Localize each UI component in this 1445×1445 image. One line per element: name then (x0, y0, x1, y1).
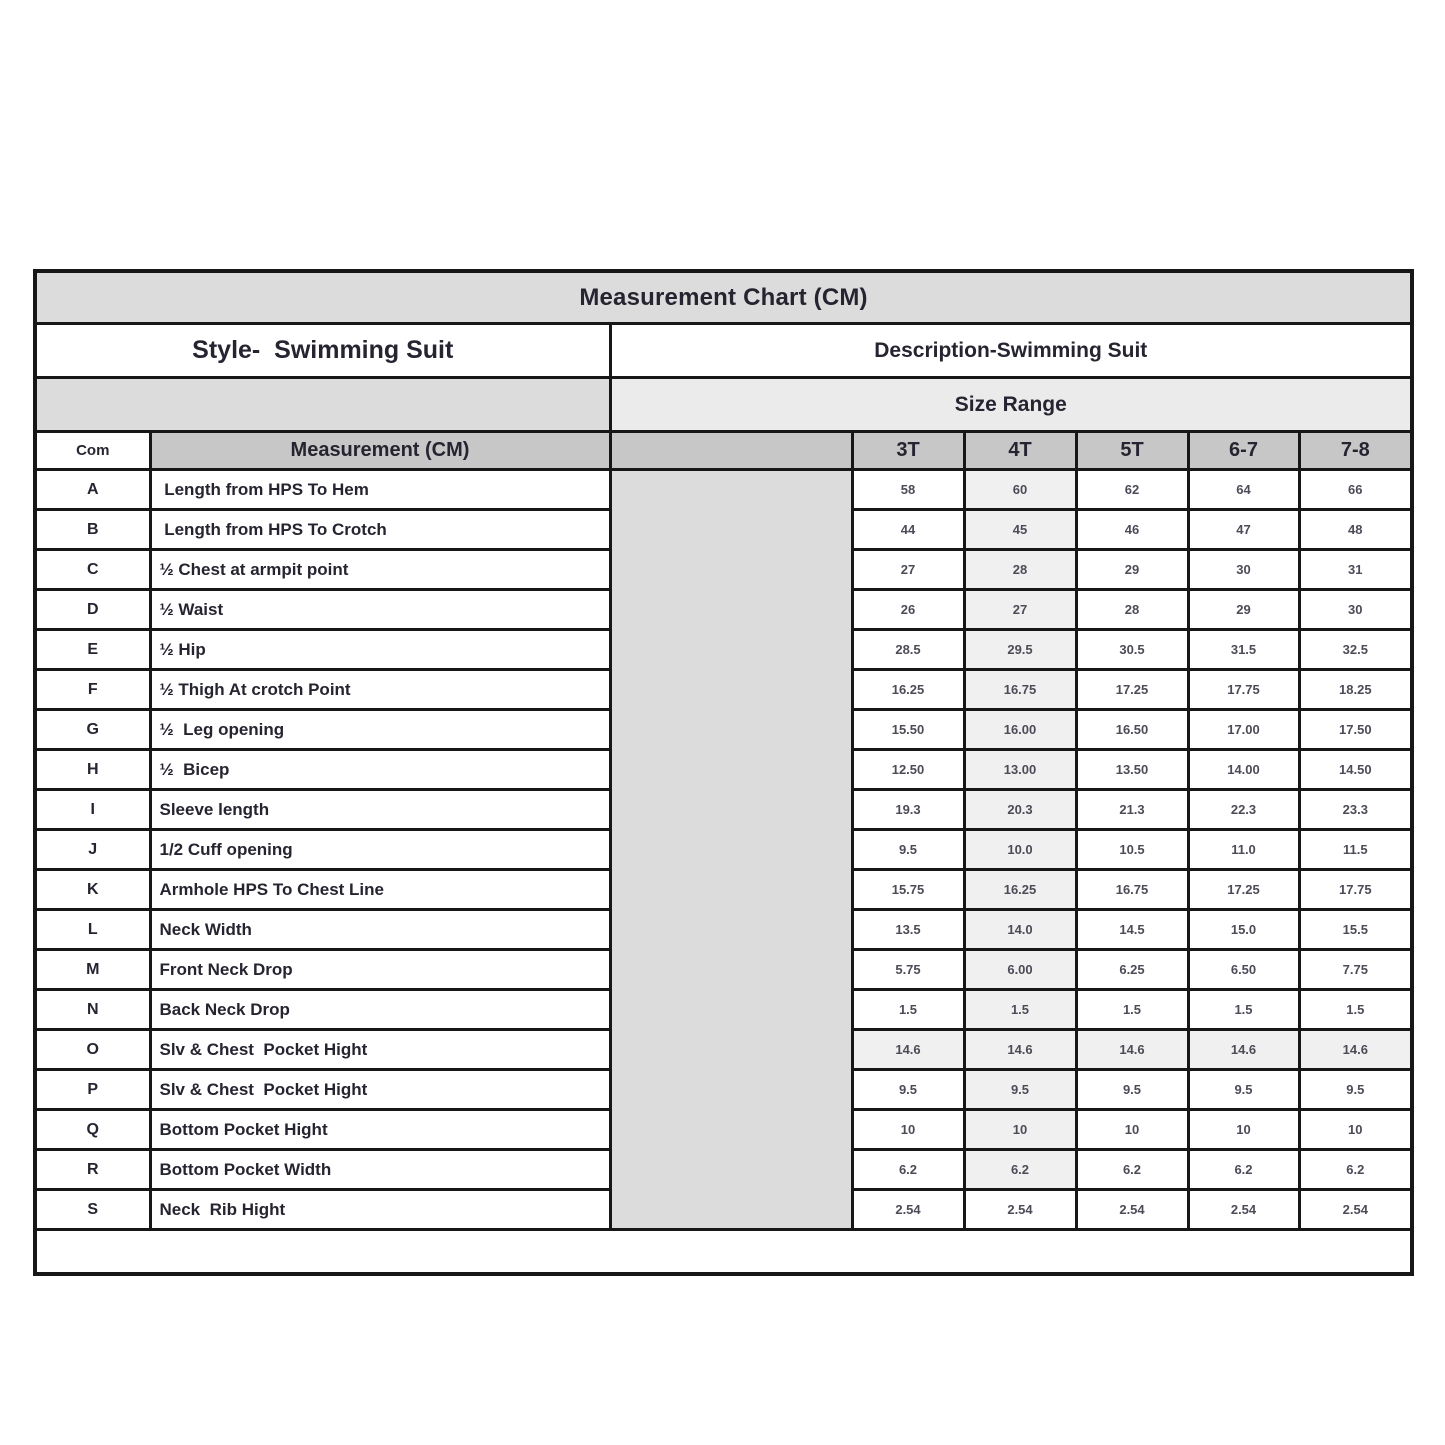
value-cell: 31 (1299, 550, 1412, 590)
value-cell: 14.6 (852, 1030, 964, 1070)
value-cell: 2.54 (852, 1190, 964, 1230)
measurement-label: Neck Width (150, 910, 610, 950)
measurement-label: Front Neck Drop (150, 950, 610, 990)
description-header: Description-Swimming Suit (610, 324, 1412, 378)
value-cell: 48 (1299, 510, 1412, 550)
empty-footer-cell (35, 1230, 1412, 1275)
row-letter: R (35, 1150, 150, 1190)
value-cell: 7.75 (1299, 950, 1412, 990)
value-cell: 14.6 (1076, 1030, 1188, 1070)
value-cell: 15.5 (1299, 910, 1412, 950)
value-cell: 17.00 (1188, 710, 1299, 750)
value-cell: 17.25 (1076, 670, 1188, 710)
value-cell: 14.50 (1299, 750, 1412, 790)
value-cell: 47 (1188, 510, 1299, 550)
value-cell: 66 (1299, 470, 1412, 510)
value-cell: 10 (964, 1110, 1076, 1150)
size-range-label: Size Range (610, 378, 1412, 432)
value-cell: 30 (1188, 550, 1299, 590)
row-letter: P (35, 1070, 150, 1110)
value-cell: 16.25 (964, 870, 1076, 910)
row-letter: M (35, 950, 150, 990)
value-cell: 10 (1299, 1110, 1412, 1150)
size-column-header-5t: 5T (1076, 432, 1188, 470)
value-cell: 2.54 (1299, 1190, 1412, 1230)
column-header-row (35, 432, 1412, 470)
measurement-label: ½ Leg opening (150, 710, 610, 750)
row-letter: L (35, 910, 150, 950)
measurement-label: ½ Waist (150, 590, 610, 630)
value-cell: 12.50 (852, 750, 964, 790)
value-cell: 19.3 (852, 790, 964, 830)
measurement-label: 1/2 Cuff opening (150, 830, 610, 870)
value-cell: 9.5 (852, 830, 964, 870)
footer-row (35, 1230, 1412, 1275)
value-cell: 6.2 (1299, 1150, 1412, 1190)
value-cell: 1.5 (964, 990, 1076, 1030)
value-cell: 9.5 (1188, 1070, 1299, 1110)
row-letter: D (35, 590, 150, 630)
row-letter: F (35, 670, 150, 710)
value-cell: 14.0 (964, 910, 1076, 950)
measurement-label: Back Neck Drop (150, 990, 610, 1030)
value-cell: 11.0 (1188, 830, 1299, 870)
com-column-header: Com (35, 432, 150, 470)
value-cell: 9.5 (1299, 1070, 1412, 1110)
value-cell: 9.5 (852, 1070, 964, 1110)
value-cell: 15.0 (1188, 910, 1299, 950)
value-cell: 30.5 (1076, 630, 1188, 670)
value-cell: 13.50 (1076, 750, 1188, 790)
value-cell: 6.2 (1076, 1150, 1188, 1190)
table-row-a (35, 470, 1412, 510)
size-column-header-7-8: 7-8 (1299, 432, 1412, 470)
measurement-label: ½ Hip (150, 630, 610, 670)
value-cell: 6.50 (1188, 950, 1299, 990)
row-letter: S (35, 1190, 150, 1230)
title-row (35, 271, 1412, 324)
value-cell: 10.0 (964, 830, 1076, 870)
page-title: Measurement Chart (CM) (35, 271, 1412, 324)
value-cell: 44 (852, 510, 964, 550)
row-letter: H (35, 750, 150, 790)
row-letter: Q (35, 1110, 150, 1150)
value-cell: 9.5 (964, 1070, 1076, 1110)
value-cell: 29 (1076, 550, 1188, 590)
value-cell: 1.5 (1299, 990, 1412, 1030)
value-cell: 46 (1076, 510, 1188, 550)
row-letter: C (35, 550, 150, 590)
value-cell: 23.3 (1299, 790, 1412, 830)
size-column-header-3t: 3T (852, 432, 964, 470)
value-cell: 14.5 (1076, 910, 1188, 950)
measurement-label: Sleeve length (150, 790, 610, 830)
row-letter: B (35, 510, 150, 550)
blank-column-header (610, 432, 852, 470)
value-cell: 6.2 (1188, 1150, 1299, 1190)
value-cell: 10 (1076, 1110, 1188, 1150)
measurement-label: ½ Chest at armpit point (150, 550, 610, 590)
value-cell: 1.5 (1188, 990, 1299, 1030)
value-cell: 1.5 (852, 990, 964, 1030)
size-range-row (35, 378, 1412, 432)
value-cell: 14.6 (1188, 1030, 1299, 1070)
value-cell: 14.00 (1188, 750, 1299, 790)
value-cell: 28.5 (852, 630, 964, 670)
value-cell: 15.75 (852, 870, 964, 910)
value-cell: 29.5 (964, 630, 1076, 670)
value-cell: 16.75 (1076, 870, 1188, 910)
measurement-label: Neck Rib Hight (150, 1190, 610, 1230)
size-column-header-4t: 4T (964, 432, 1076, 470)
value-cell: 2.54 (1076, 1190, 1188, 1230)
value-cell: 15.50 (852, 710, 964, 750)
row-letter: G (35, 710, 150, 750)
value-cell: 10.5 (1076, 830, 1188, 870)
value-cell: 14.6 (964, 1030, 1076, 1070)
value-cell: 13.00 (964, 750, 1076, 790)
value-cell: 10 (852, 1110, 964, 1150)
size-column-header-6-7: 6-7 (1188, 432, 1299, 470)
row-letter: I (35, 790, 150, 830)
value-cell: 26 (852, 590, 964, 630)
value-cell: 58 (852, 470, 964, 510)
value-cell: 20.3 (964, 790, 1076, 830)
row-letter: E (35, 630, 150, 670)
measurement-label: ½ Bicep (150, 750, 610, 790)
measurement-chart-table (33, 269, 1414, 1276)
value-cell: 16.50 (1076, 710, 1188, 750)
size-range-spacer (35, 378, 610, 432)
measurement-column-header: Measurement (CM) (150, 432, 610, 470)
row-letter: J (35, 830, 150, 870)
value-cell: 11.5 (1299, 830, 1412, 870)
value-cell: 31.5 (1188, 630, 1299, 670)
measurement-label: Armhole HPS To Chest Line (150, 870, 610, 910)
value-cell: 6.2 (852, 1150, 964, 1190)
measurement-label: Slv & Chest Pocket Hight (150, 1030, 610, 1070)
value-cell: 16.00 (964, 710, 1076, 750)
measurement-label: ½ Thigh At crotch Point (150, 670, 610, 710)
measurement-label: Bottom Pocket Width (150, 1150, 610, 1190)
style-description-row (35, 324, 1412, 378)
value-cell: 22.3 (1188, 790, 1299, 830)
value-cell: 13.5 (852, 910, 964, 950)
value-cell: 17.50 (1299, 710, 1412, 750)
value-cell: 30 (1299, 590, 1412, 630)
row-letter: O (35, 1030, 150, 1070)
value-cell: 5.75 (852, 950, 964, 990)
row-letter: K (35, 870, 150, 910)
measurement-label: Bottom Pocket Hight (150, 1110, 610, 1150)
measurement-label: Length from HPS To Hem (150, 470, 610, 510)
row-letter: N (35, 990, 150, 1030)
row-letter: A (35, 470, 150, 510)
value-cell: 10 (1188, 1110, 1299, 1150)
value-cell: 62 (1076, 470, 1188, 510)
value-cell: 60 (964, 470, 1076, 510)
value-cell: 16.75 (964, 670, 1076, 710)
value-cell: 17.75 (1299, 870, 1412, 910)
value-cell: 2.54 (1188, 1190, 1299, 1230)
value-cell: 18.25 (1299, 670, 1412, 710)
value-cell: 27 (964, 590, 1076, 630)
value-cell: 17.75 (1188, 670, 1299, 710)
measurement-label: Slv & Chest Pocket Hight (150, 1070, 610, 1110)
value-cell: 1.5 (1076, 990, 1188, 1030)
value-cell: 6.2 (964, 1150, 1076, 1190)
value-cell: 32.5 (1299, 630, 1412, 670)
value-cell: 64 (1188, 470, 1299, 510)
value-cell: 9.5 (1076, 1070, 1188, 1110)
value-cell: 45 (964, 510, 1076, 550)
value-cell: 28 (1076, 590, 1188, 630)
gray-band-column (610, 470, 852, 1230)
value-cell: 14.6 (1299, 1030, 1412, 1070)
value-cell: 6.25 (1076, 950, 1188, 990)
value-cell: 27 (852, 550, 964, 590)
value-cell: 29 (1188, 590, 1299, 630)
measurement-label: Length from HPS To Crotch (150, 510, 610, 550)
value-cell: 21.3 (1076, 790, 1188, 830)
value-cell: 16.25 (852, 670, 964, 710)
value-cell: 17.25 (1188, 870, 1299, 910)
value-cell: 2.54 (964, 1190, 1076, 1230)
style-header: Style- Swimming Suit (35, 324, 610, 378)
value-cell: 6.00 (964, 950, 1076, 990)
value-cell: 28 (964, 550, 1076, 590)
